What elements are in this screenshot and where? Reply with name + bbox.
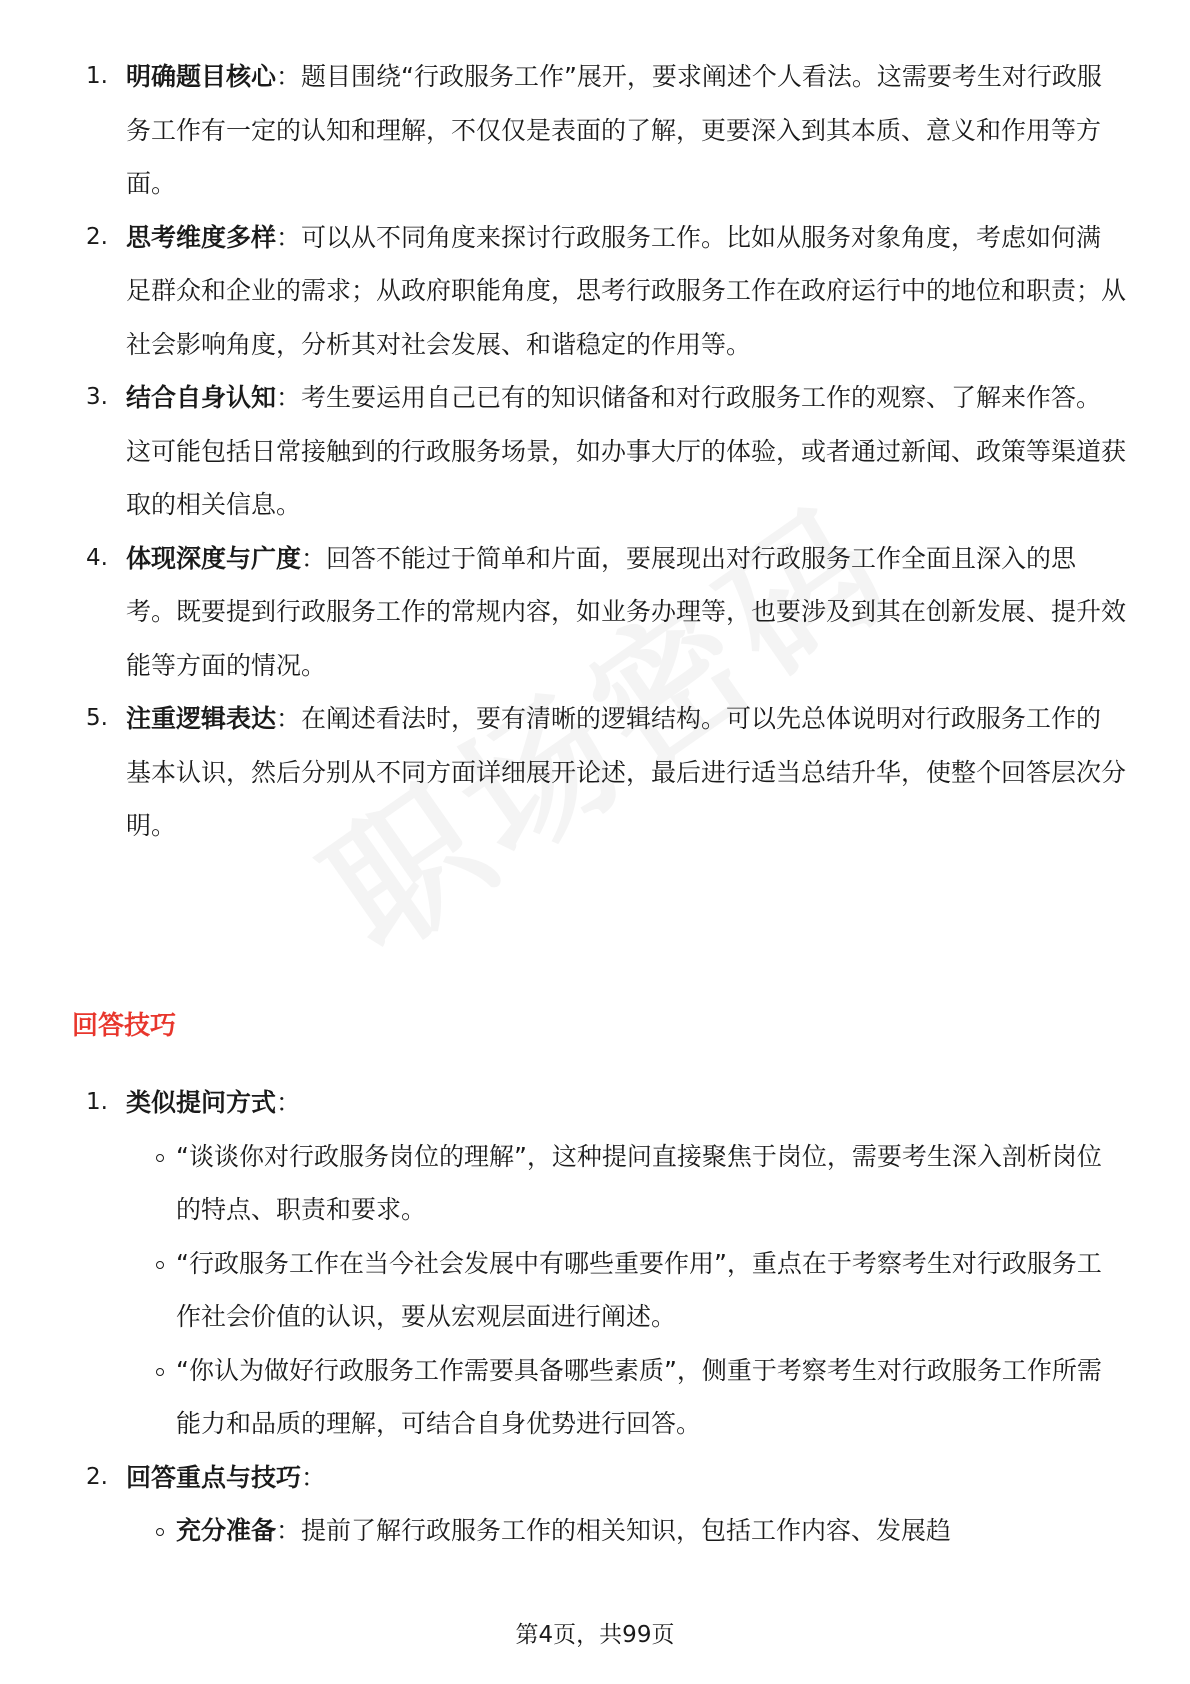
list-number: 3. bbox=[86, 384, 108, 410]
list-item-body: ： bbox=[276, 1088, 302, 1117]
techniques-list bbox=[0, 1076, 1190, 1558]
sub-list-item bbox=[0, 1237, 1190, 1344]
list-item-heading: 类似提问方式 bbox=[126, 1088, 277, 1117]
list-item bbox=[0, 371, 1190, 532]
list-item-body: ：在阐述看法时，要有清晰的逻辑结构。可以先总体说明对行政服务工作的基本认识，然后分别从不同方面详细展开论述，最后进行适当总结升华，使整个回答层次分明。 bbox=[126, 704, 1127, 840]
section-title: 回答技巧 bbox=[72, 1011, 177, 1041]
list-item bbox=[0, 532, 1190, 693]
list-number: 4. bbox=[86, 544, 108, 571]
hollow-bullet-icon bbox=[156, 1368, 164, 1376]
list-item-heading: 体现深度与广度 bbox=[126, 543, 302, 573]
list-item-text bbox=[126, 211, 1126, 372]
list-item-body: ：考生要运用自己已有的知识储备和对行政服务工作的观察、了解来作答。这可能包括日常接触到的行政服务场景，如办事大厅的体验，或者通过新闻、政策等渠道获取的相关信息。 bbox=[126, 383, 1127, 519]
list-item-text bbox=[126, 50, 1126, 211]
sub-list bbox=[0, 1130, 1190, 1451]
list-item-body: ：回答不能过于简单和片面，要展现出对行政服务工作全面且深入的思考。既要提到行政服务工作的常规内容，如业务办理等，也要涉及到其在创新发展、提升效能等方面的情况。 bbox=[126, 543, 1127, 680]
sub-list-item-body: ：提前了解行政服务工作的相关知识，包括工作内容、发展趋 bbox=[276, 1516, 952, 1545]
list-number: 5. bbox=[86, 705, 108, 731]
sub-list-item-text: “你认为做好行政服务工作需要具备哪些素质”，侧重于考察考生对行政服务工作所需能力和品质的理解，可结合自身优势进行回答。 bbox=[176, 1355, 1102, 1438]
list-item bbox=[0, 1076, 1190, 1451]
list-item-heading: 思考维度多样 bbox=[126, 222, 277, 252]
list-item-heading: 注重逻辑表达 bbox=[126, 704, 277, 733]
sub-list-item-heading: 充分准备 bbox=[176, 1516, 277, 1545]
hollow-bullet-icon bbox=[156, 1261, 164, 1269]
sub-list-item bbox=[0, 1504, 1190, 1558]
list-item-heading: 结合自身认知 bbox=[126, 383, 277, 412]
list-item bbox=[0, 211, 1190, 372]
sub-list-item bbox=[0, 1130, 1190, 1237]
sub-list-item-text: “谈谈你对行政服务岗位的理解”，这种提问直接聚焦于岗位，需要考生深入剖析岗位的特点、职责和要求。 bbox=[176, 1141, 1102, 1224]
list-item-body: ：可以从不同角度来探讨行政服务工作。比如从服务对象角度，考虑如何满足群众和企业的需求；从政府职能角度，思考行政服务工作在政府运行中的地位和职责；从社会影响角度，分析其对社会发展、和谐稳定的作用等。 bbox=[126, 222, 1127, 359]
list-item bbox=[0, 692, 1190, 853]
list-item bbox=[0, 50, 1190, 211]
hollow-bullet-icon bbox=[156, 1528, 164, 1536]
list-item-heading: 回答重点与技巧 bbox=[126, 1462, 302, 1492]
list-item-body: ：题目围绕“行政服务工作”展开，要求阐述个人看法。这需要考生对行政服务工作有一定的认知和理解，不仅仅是表面的了解，更要深入到其本质、意义和作用等方面。 bbox=[126, 62, 1102, 198]
list-item-text bbox=[126, 1451, 1126, 1505]
sub-list-item-text bbox=[176, 1504, 1126, 1558]
list-number: 1. bbox=[86, 1089, 108, 1115]
list-number: 2. bbox=[86, 1463, 108, 1490]
list-number: 1. bbox=[86, 63, 108, 89]
sub-list-item bbox=[0, 1344, 1190, 1451]
list-item-text bbox=[126, 371, 1126, 532]
sub-list-item-text: “行政服务工作在当今社会发展中有哪些重要作用”，重点在于考察考生对行政服务工作社会价值的认识，要从宏观层面进行阐述。 bbox=[176, 1248, 1102, 1331]
list-item bbox=[0, 1451, 1190, 1558]
list-item-text bbox=[126, 1076, 1126, 1130]
list-item-heading: 明确题目核心 bbox=[126, 62, 277, 91]
list-item-text bbox=[126, 692, 1126, 853]
sub-list bbox=[0, 1504, 1190, 1558]
page-number-footer: 第4页，共99页 bbox=[515, 1622, 675, 1648]
list-item-text bbox=[126, 532, 1126, 693]
list-number: 2. bbox=[86, 223, 108, 250]
considerations-list bbox=[0, 50, 1190, 853]
hollow-bullet-icon bbox=[156, 1154, 164, 1162]
list-item-body: ： bbox=[301, 1462, 327, 1492]
